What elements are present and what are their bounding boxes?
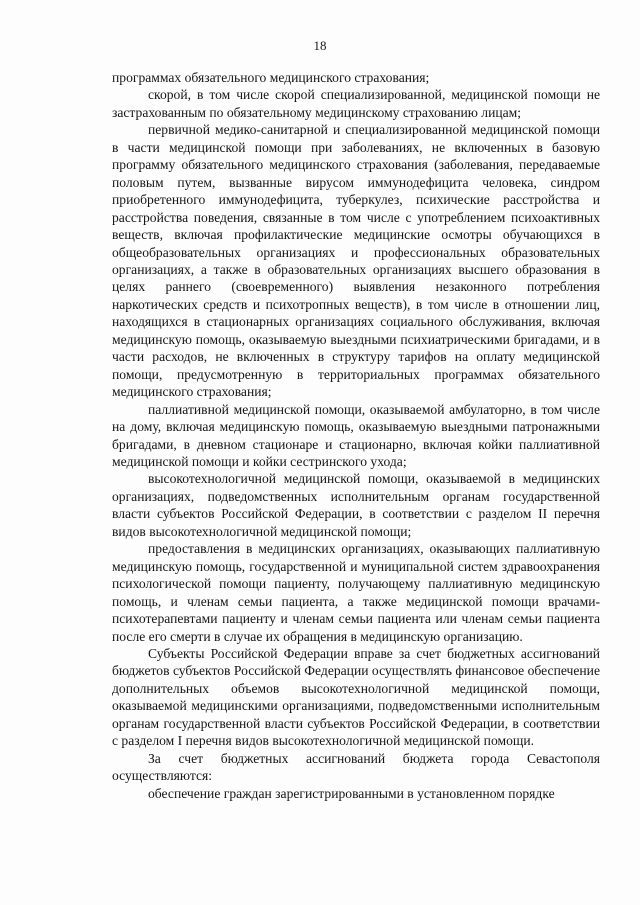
paragraph-emergency-care: скорой, в том числе скорой специализированной, медицинской помощи не застрахованным по обязательному медицинскому страхованию лицам;	[112, 87, 600, 120]
document-body	[112, 69, 600, 802]
paragraph-palliative-care: паллиативной медицинской помощи, оказываемой амбулаторно, в том числе на дому, включая медицинскую помощь, оказываемую выездными патронажными бригадами, в дневном стационаре и стационарно, включая койки паллиативной медицинской помощи и койки сестринского ухода;	[112, 401, 600, 469]
paragraph-continuation: программах обязательного медицинского страхования;	[112, 70, 430, 85]
paragraph-primary-care: первичной медико-санитарной и специализированной медицинской помощи в части медицинской помощи при заболеваниях, не включенных в базовую программу обязательного медицинского страхования (заболевания, передаваемые половым путем, вызванные вирусом иммунодефицита человека, синдром приобретенного иммунодефицита, туберкулез, психические расстройства и расстройства поведения, связанные в том числе с употреблением психоактивных веществ, включая профилактические медицинские осмотры обучающихся в общеобразовательных организациях и профессиональных образовательных организациях, а также в образовательных организациях высшего образования в целях раннего (своевременного) выявления незаконного потребления наркотических средств и психотропных веществ), в том числе в отношении лиц, находящихся в стационарных организациях социального обслуживания, включая медицинскую помощь, оказываемую выездными психиатрическими бригадами, и в части расходов, не включенных в структуру тарифов на оплату медицинской помощи, предусмотренную в территориальных программах обязательного медицинского страхования;	[112, 122, 600, 400]
paragraph-sevastopol-budget: За счет бюджетных ассигнований бюджета города Севастополя осуществляются:	[112, 750, 600, 784]
paragraph-psychological-help: предоставления в медицинских организациях, оказывающих паллиативную медицинскую помощь, государственной и муниципальной систем здравоохранения психологической помощи пациенту, получающему паллиативную медицинскую помощь, и членам семьи пациента, а также медицинской помощи врачами-психотерапевтами пациенту и членам семьи пациента или членам семьи пациента после его смерти в случае их обращения в медицинскую организацию.	[112, 541, 600, 644]
paragraph-high-tech-care: высокотехнологичной медицинской помощи, оказываемой в медицинских организациях, подведомственных исполнительным органам государственной власти субъектов Российской Федерации, в соответствии с разделом II перечня видов высокотехнологичной медицинской помощи;	[112, 471, 600, 539]
paragraph-regional-funding: Субъекты Российской Федерации вправе за счет бюджетных ассигнований бюджетов субъектов Российской Федерации осуществлять финансовое обеспечение дополнительных объемов высокотехнологичной медицинской помощи, оказываемой медицинскими организациями, подведомственными исполнительным органам государственной власти субъектов Российской Федерации, в соответствии с разделом I перечня видов высокотехнологичной медицинской помощи.	[112, 645, 600, 749]
paragraph-citizens-provision: обеспечение граждан зарегистрированными в установленном порядке	[148, 785, 555, 801]
page-number: 18	[313, 38, 327, 53]
